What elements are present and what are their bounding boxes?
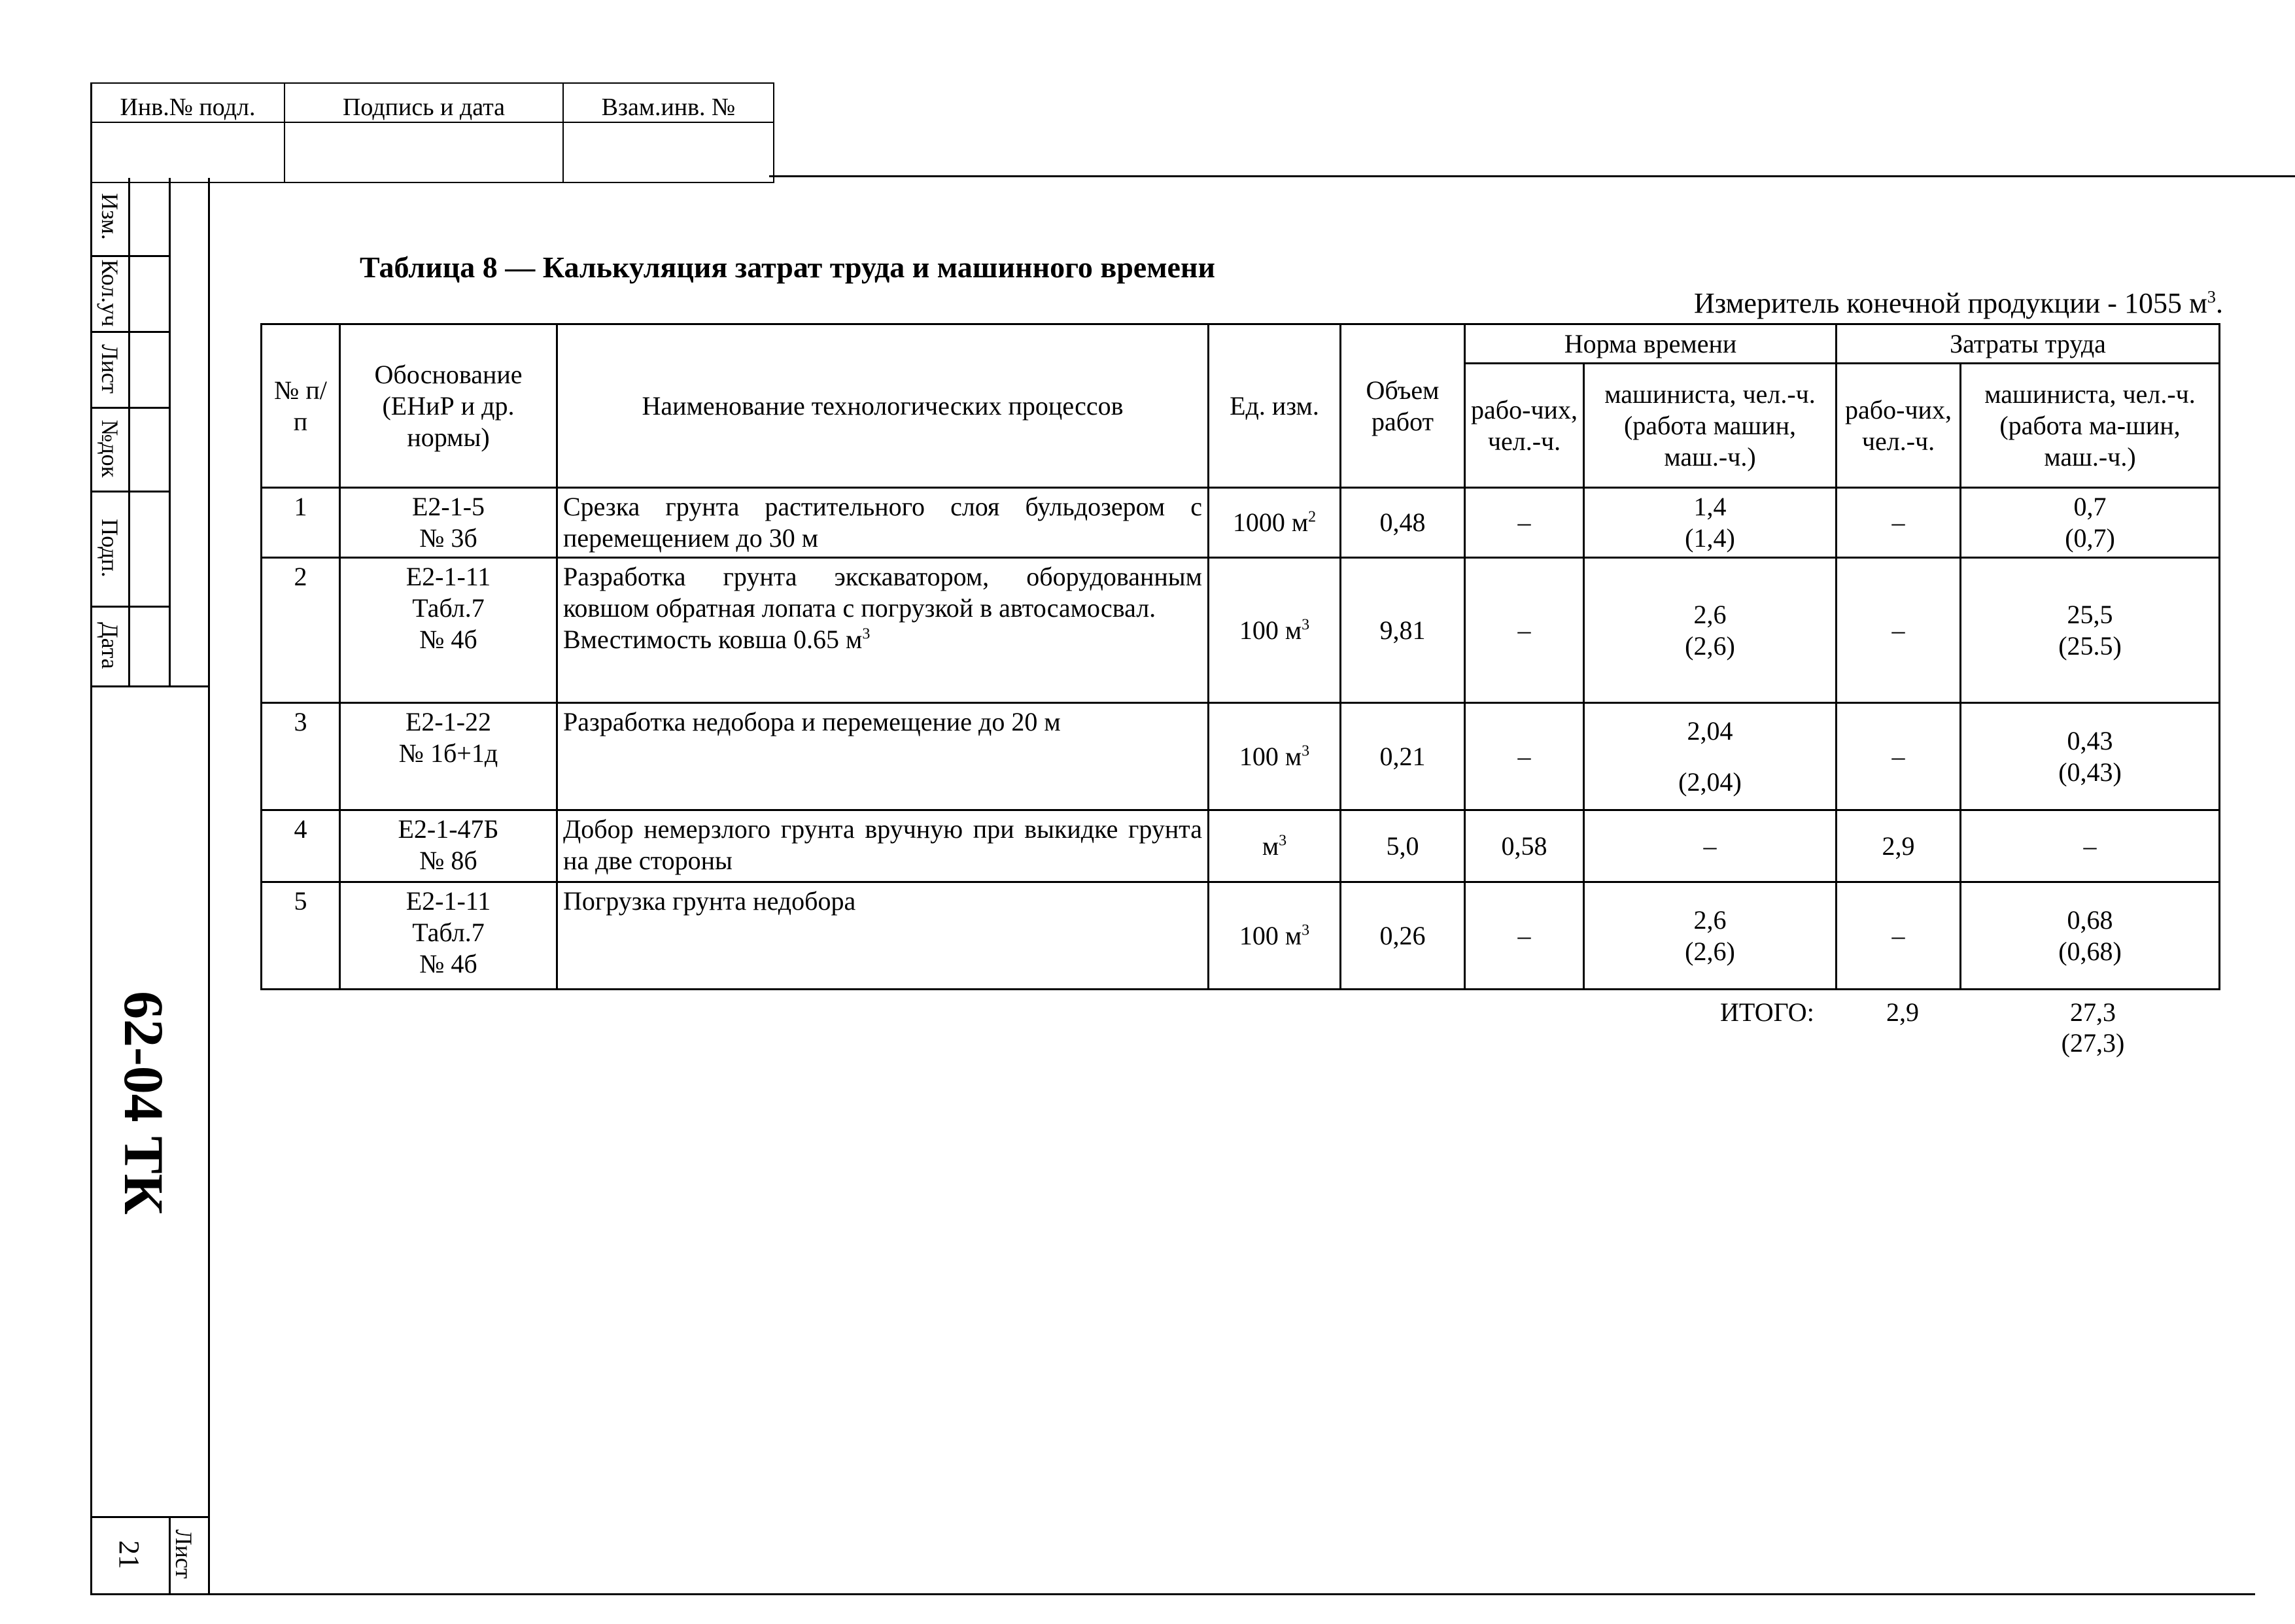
- row-norm-machinist: [1584, 810, 1837, 882]
- total-label: ИТОГО:: [1720, 997, 1814, 1027]
- value-line: (1,4): [1685, 523, 1735, 553]
- row-norm-machinist: [1584, 558, 1837, 703]
- unit-sup: 3: [1302, 922, 1310, 939]
- value-line: (0,68): [2058, 936, 2122, 966]
- basis-line: № 8б: [419, 846, 477, 875]
- row-norm-workers: –: [1465, 488, 1584, 558]
- value-line: 2,6: [1693, 599, 1727, 629]
- header-norm-workers: рабо-чих, чел.-ч.: [1465, 364, 1584, 488]
- header-unit: Ед. изм.: [1209, 324, 1341, 488]
- total-machinist-line: 27,3: [2070, 997, 2116, 1027]
- value-line: –: [2083, 831, 2097, 861]
- row-process-name: [557, 703, 1209, 810]
- row-norm-workers: –: [1465, 558, 1584, 703]
- row-num: 3: [262, 703, 340, 810]
- header-norm-machinist: машиниста, чел.-ч. (работа машин, маш.-ч.): [1584, 364, 1837, 488]
- value-line: 25,5: [2067, 599, 2113, 629]
- stamp-replace-inv: Взам.инв. №: [563, 83, 774, 122]
- row-cost-machinist: [1961, 488, 2220, 558]
- unit-sup: 3: [1302, 616, 1310, 634]
- process-text-line-2: [563, 624, 1202, 655]
- measure-line: [1694, 286, 2223, 320]
- process-sup: 3: [862, 625, 871, 643]
- row-cost-workers: –: [1837, 488, 1961, 558]
- row-basis: [340, 882, 557, 990]
- process-text: Срезка грунта растительного слоя бульдозером с перемещением до 30 м: [563, 492, 1202, 553]
- side-stamp-col-2: [169, 178, 171, 685]
- row-cost-workers: –: [1837, 558, 1961, 703]
- value-line: 0,43: [2067, 725, 2113, 755]
- side-label-n-dok: №док: [97, 419, 123, 478]
- row-unit: [1209, 703, 1341, 810]
- row-unit: [1209, 488, 1341, 558]
- row-process-name: [557, 810, 1209, 882]
- top-stamp: [90, 82, 774, 183]
- header-num: № п/п: [262, 324, 340, 488]
- basis-line: № 1б+1д: [398, 738, 498, 768]
- basis-line: № 3б: [419, 523, 477, 553]
- header-labor-costs: Затраты труда: [1837, 324, 2220, 364]
- value-line: (0,7): [2065, 523, 2115, 553]
- side-label-izm: Изм.: [97, 193, 123, 240]
- basis-line: Е2-1-11: [406, 886, 491, 916]
- measure-sup: 3: [2207, 286, 2216, 307]
- unit-text: 100 м: [1239, 920, 1302, 950]
- value-line: (2,6): [1685, 936, 1735, 966]
- header-basis: Обоснование (ЕНиР и др. нормы): [340, 324, 557, 488]
- value-line: (25.5): [2058, 631, 2122, 661]
- row-num: 5: [262, 882, 340, 990]
- value-line: 1,4: [1693, 492, 1727, 521]
- row-volume: 0,26: [1341, 882, 1465, 990]
- unit-sup: 3: [1279, 832, 1287, 850]
- row-volume: 0,21: [1341, 703, 1465, 810]
- value-line: –: [1703, 831, 1717, 861]
- frame-left-inner-line: [208, 178, 210, 1595]
- row-cost-workers: –: [1837, 703, 1961, 810]
- header-name: Наименование технологических процессов: [557, 324, 1209, 488]
- process-text: Вместимость ковша 0.65 м: [563, 625, 863, 654]
- stamp-signature-date-value: [285, 122, 563, 182]
- table-row: [262, 488, 2220, 558]
- unit-sup: 3: [1302, 742, 1310, 760]
- basis-line: Е2-1-11: [406, 562, 491, 591]
- row-unit: [1209, 882, 1341, 990]
- measure-end: .: [2216, 287, 2223, 319]
- row-basis: [340, 558, 557, 703]
- value-line: 0,68: [2067, 905, 2113, 935]
- sheet-label: Лист: [171, 1529, 197, 1579]
- side-stamp-col-1: [128, 178, 130, 685]
- measure-text: Измеритель конечной продукции - 1055 м: [1694, 287, 2207, 319]
- basis-line: № 4б: [419, 625, 477, 654]
- table-row: [262, 558, 2220, 703]
- unit-text: 1000 м: [1232, 508, 1309, 537]
- header-volume: Объем работ: [1341, 324, 1465, 488]
- basis-line: № 4б: [419, 949, 477, 978]
- basis-line: Табл.7: [412, 593, 485, 623]
- row-num: 1: [262, 488, 340, 558]
- side-label-list: Лист: [97, 344, 123, 394]
- row-cost-workers: 2,9: [1837, 810, 1961, 882]
- row-cost-machinist: [1961, 810, 2220, 882]
- side-stamp-row-6: [90, 685, 208, 687]
- row-basis: [340, 488, 557, 558]
- row-norm-workers: 0,58: [1465, 810, 1584, 882]
- table-row: [262, 882, 2220, 990]
- row-cost-machinist: [1961, 558, 2220, 703]
- basis-line: Е2-1-5: [411, 492, 485, 521]
- row-volume: 5,0: [1341, 810, 1465, 882]
- row-num: 4: [262, 810, 340, 882]
- stamp-inv-no-value: [91, 122, 285, 182]
- value-line: 0,7: [2073, 492, 2107, 521]
- frame-bottom-line: [90, 1593, 2255, 1595]
- table-title: Таблица 8 — Калькуляция затрат труда и машинного времени: [360, 251, 1215, 284]
- row-basis: [340, 703, 557, 810]
- value-line: (0,43): [2058, 757, 2122, 787]
- stamp-inv-no: Инв.№ подл.: [91, 83, 285, 122]
- unit-text: м: [1262, 831, 1279, 861]
- process-text: Добор немерзлого грунта вручную при выкидке грунта на две стороны: [563, 814, 1202, 875]
- unit-text: 100 м: [1239, 741, 1302, 771]
- row-basis: [340, 810, 557, 882]
- unit-sup: 2: [1308, 508, 1317, 526]
- total-workers: 2,9: [1886, 997, 1919, 1027]
- side-label-data: Дата: [97, 622, 123, 669]
- row-num: 2: [262, 558, 340, 703]
- row-unit: [1209, 558, 1341, 703]
- side-label-kol-uch: Кол.уч: [97, 259, 123, 327]
- row-cost-workers: –: [1837, 882, 1961, 990]
- side-label-podp: Подп.: [97, 519, 123, 578]
- row-norm-machinist: [1584, 703, 1837, 810]
- frame-left-outer-line: [90, 82, 92, 1595]
- stamp-signature-date: Подпись и дата: [285, 83, 563, 122]
- basis-line: Табл.7: [412, 918, 485, 947]
- header-norm-time: Норма времени: [1465, 324, 1837, 364]
- row-volume: 9,81: [1341, 558, 1465, 703]
- value-line: (2,6): [1685, 631, 1735, 661]
- stamp-replace-inv-value: [563, 122, 774, 182]
- total-machinist: [2054, 997, 2132, 1058]
- row-volume: 0,48: [1341, 488, 1465, 558]
- row-process-name: [557, 882, 1209, 990]
- basis-line: Е2-1-47Б: [398, 814, 499, 844]
- unit-text: 100 м: [1239, 615, 1302, 645]
- table-row: [262, 810, 2220, 882]
- row-process-name: [557, 488, 1209, 558]
- row-unit: [1209, 810, 1341, 882]
- row-cost-machinist: [1961, 882, 2220, 990]
- document-code: 62-04 ТК: [112, 991, 175, 1215]
- value-line: 2,6: [1693, 905, 1727, 935]
- basis-line: Е2-1-22: [405, 707, 492, 736]
- value-line: 2,04: [1687, 716, 1733, 746]
- total-machinist-line: (27,3): [2061, 1028, 2125, 1058]
- process-text: Разработка недобора и перемещение до 20 м: [563, 707, 1061, 736]
- header-cost-machinist: машиниста, чел.-ч. (работа ма-шин, маш.-ч.): [1961, 364, 2220, 488]
- process-text: Погрузка грунта недобора: [563, 886, 856, 916]
- process-text: Разработка грунта экскаватором, оборудованным ковшом обратная лопата с погрузкой в автосамосвал.: [563, 562, 1202, 623]
- value-line: (2,04): [1678, 767, 1742, 797]
- row-process-name: [557, 558, 1209, 703]
- row-norm-machinist: [1584, 882, 1837, 990]
- row-norm-workers: –: [1465, 703, 1584, 810]
- row-norm-machinist: [1584, 488, 1837, 558]
- sheet-number: 21: [113, 1540, 145, 1569]
- frame-top-line: [769, 175, 2295, 177]
- calculation-table: [260, 323, 2220, 990]
- table-row: [262, 703, 2220, 810]
- header-cost-workers: рабо-чих, чел.-ч.: [1837, 364, 1961, 488]
- row-norm-workers: –: [1465, 882, 1584, 990]
- row-cost-machinist: [1961, 703, 2220, 810]
